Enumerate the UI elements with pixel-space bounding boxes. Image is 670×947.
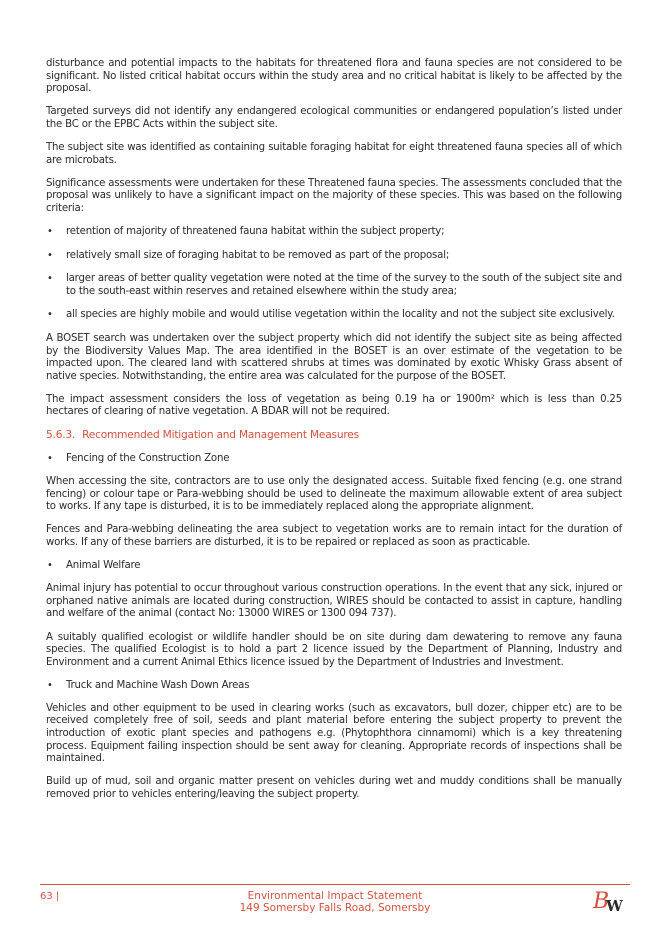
section-number: 5.6.3. [46, 429, 76, 442]
measure-heading-fencing: • Fencing of the Construction Zone [46, 453, 622, 466]
body-paragraph: The subject site was identified as containing suitable foraging habitat for eight threatened fauna species all of which are microbats. [46, 141, 622, 166]
body-paragraph: Targeted surveys did not identify any endangered ecological communities or endangered population’s listed under the BC or the EPBC Acts within the subject site. [46, 106, 622, 130]
criteria-list [46, 226, 622, 322]
footer-divider [40, 884, 630, 885]
company-logo-icon [592, 887, 624, 913]
measure-paragraph: A suitably qualified ecologist or wildlife handler should be on site during dam dewatering to remove any fauna species. The qualified Ecologist is to hold a part 2 licence issued by the Department of Planning, Industry and Environment and a current Animal Ethics licence issued by the Department of Industries and Investment. [46, 631, 622, 668]
body-paragraph: disturbance and potential impacts to the habitats for threatened flora and fauna species are not considered to be significant. No listed critical habitat occurs within the study area and no critical habitat is likely to be affected by the proposal. [46, 58, 622, 95]
page-footer [40, 884, 630, 924]
page-number: 63 | [40, 891, 60, 902]
measure-paragraph: Build up of mud, soil and organic matter present on vehicles during wet and muddy conditions shall be manually removed prior to vehicles entering/leaving the subject property. [46, 776, 622, 800]
criteria-item: • larger areas of better quality vegetation were noted at the time of the survey to the south of the subject site and to the south-east within reserves and retained elsewhere within the study area; [46, 273, 622, 298]
body-paragraph: The impact assessment considers the loss of vegetation as being 0.19 ha or 1900m² which is less than 0.25 hectares of clearing of native vegetation. A BDAR will not be required. [46, 393, 622, 418]
page-content [46, 58, 622, 812]
svg-text:B: B [593, 889, 610, 913]
measure-heading-animal-welfare: • Animal Welfare [46, 560, 622, 573]
section-title: Recommended Mitigation and Management Measures [82, 429, 359, 442]
measure-paragraph: When accessing the site, contractors are to use only the designated access. Suitable fixed fencing (e.g. one strand fencing) or colour tape or Para-webbing should be used to delineate the maximum allowable extent of area subject to works. If any tape is disturbed, it is to be immediately replaced along the appropriate alignment. [46, 476, 622, 513]
footer-title: Environmental Impact Statement [247, 890, 423, 902]
section-heading [46, 429, 622, 442]
measure-paragraph: Fences and Para-webbing delineating the area subject to vegetation works are to remain intact for the duration of works. If any of these barriers are disturbed, it is to be repaired or replaced as soon as practicable. [46, 524, 622, 549]
criteria-item: • retention of majority of threatened fauna habitat within the subject property; [46, 226, 622, 239]
measure-paragraph: Animal injury has potential to occur throughout various construction operations. In the event that any sick, injured or orphaned native animals are located during construction, WIRES should be contacted to assist in capture, handling and welfare of the animal (contact No: 13000 WIRES or 1300 094 737). [46, 583, 622, 620]
svg-text:W: W [606, 897, 623, 913]
footer-subtitle: 149 Somersby Falls Road, Somersby [239, 902, 431, 914]
measure-heading-wash-down: • Truck and Machine Wash Down Areas [46, 680, 622, 693]
body-paragraph: A BOSET search was undertaken over the subject property which did not identify the subject site as being affected by the Biodiversity Values Map. The area identified in the BOSET is an over estimate of the vegetation to be impacted upon. The cleared land with scattered shrubs at times was dominated by exotic Whisky Grass absent of native species. Notwithstanding, the entire area was calculated for the purpose of the BOSET. [46, 332, 622, 382]
criteria-item: • all species are highly mobile and would utilise vegetation within the locality and not the subject site exclusively. [46, 309, 622, 322]
measure-paragraph: Vehicles and other equipment to be used in clearing works (such as excavators, bull dozer, chipper etc) are to be received completely free of soil, seeds and plant material before entering the subject property to prevent the introduction of exotic plant species and pathogens e.g. (Phytophthora cinnamomi) which is a key threatening process. Equipment failing inspection should be sent away for cleaning. Appropriate records of inspections shall be maintained. [46, 702, 622, 765]
body-paragraph: Significance assessments were undertaken for these Threatened fauna species. The assessments concluded that the proposal was unlikely to have a significant impact on the majority of these species. This was based on the following criteria: [46, 177, 623, 214]
criteria-item: • relatively small size of foraging habitat to be removed as part of the proposal; [46, 250, 622, 263]
